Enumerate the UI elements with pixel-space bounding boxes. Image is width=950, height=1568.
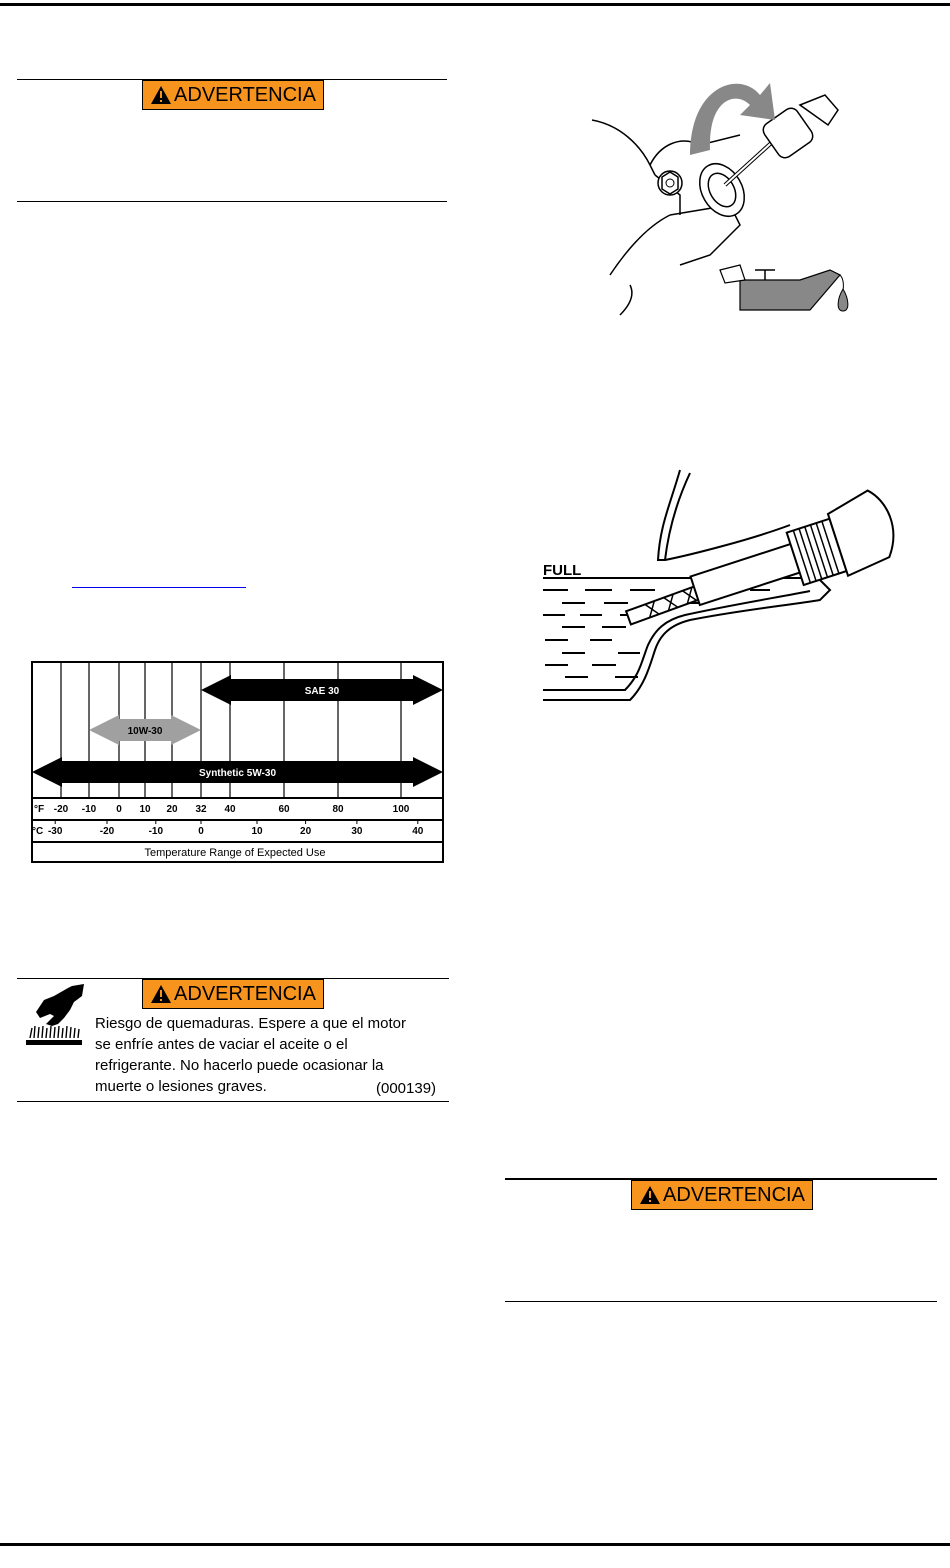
chart-fahrenheit-tick-label: 20 (166, 804, 178, 815)
oil-viscosity-chart (30, 660, 446, 864)
chart-celsius-tick-label: 10 (251, 826, 263, 837)
chart-fahrenheit-tick-label: -10 (81, 804, 97, 815)
bottom-page-rule (0, 1543, 950, 1546)
chart-celsius-unit: °C (32, 826, 44, 837)
chart-celsius-tick-label: -20 (99, 826, 115, 837)
chart-celsius-tick-label: -10 (148, 826, 164, 837)
hot-surface-burn-icon (24, 982, 88, 1046)
chart-celsius-tick-label: 40 (412, 826, 424, 837)
chart-fahrenheit-tick-label: 0 (116, 804, 122, 815)
chart-series-label: SAE 30 (304, 686, 340, 697)
hyperlink-underline[interactable] (72, 587, 246, 588)
chart-fahrenheit-unit: °F (34, 804, 45, 815)
warning-2-text: Riesgo de quemaduras. Espere a que el motor se enfríe antes de vaciar el aceite o el refrigerante. No hacerlo puede ocasionar la muerte o lesiones graves. (95, 1015, 407, 1095)
chart-xlabel: Temperature Range of Expected Use (144, 847, 326, 859)
warning-2-code: (000139) (376, 1080, 437, 1097)
warning-2-label: ADVERTENCIA (174, 982, 316, 1005)
warning-triangle-icon (639, 1185, 661, 1205)
warning-1-label: ADVERTENCIA (174, 83, 316, 106)
chart-fahrenheit-tick-label: 80 (332, 804, 344, 815)
chart-celsius-tick-label: -30 (47, 826, 63, 837)
chart-series-label: Synthetic 5W-30 (198, 768, 277, 779)
chart-fahrenheit-tick-label: 40 (224, 804, 236, 815)
warning-3-bottom-rule (505, 1301, 937, 1302)
chart-fahrenheit-tick-label: 100 (392, 804, 410, 815)
warning-2-bottom-rule (17, 1101, 449, 1102)
dipstick-full-label: FULL (543, 562, 582, 579)
warning-triangle-icon (150, 984, 172, 1004)
chart-series-label: 10W-30 (127, 726, 163, 737)
warning-triangle-icon (150, 85, 172, 105)
warning-1-badge (142, 80, 324, 110)
warning-3-badge (631, 1180, 813, 1210)
chart-celsius-tick-label: 20 (300, 826, 312, 837)
chart-fahrenheit-tick-label: 10 (139, 804, 151, 815)
warning-1-bottom-rule (17, 201, 447, 202)
oil-drain-figure (590, 65, 870, 320)
warning-2-badge (142, 979, 324, 1009)
top-page-rule (0, 3, 950, 6)
warning-3-label: ADVERTENCIA (663, 1183, 805, 1206)
chart-celsius-tick-label: 0 (198, 826, 204, 837)
chart-celsius-tick-label: 30 (351, 826, 363, 837)
chart-fahrenheit-tick-label: 60 (278, 804, 290, 815)
chart-fahrenheit-tick-label: 32 (195, 804, 207, 815)
dipstick-full-level-figure (540, 465, 920, 705)
chart-fahrenheit-tick-label: -20 (53, 804, 69, 815)
